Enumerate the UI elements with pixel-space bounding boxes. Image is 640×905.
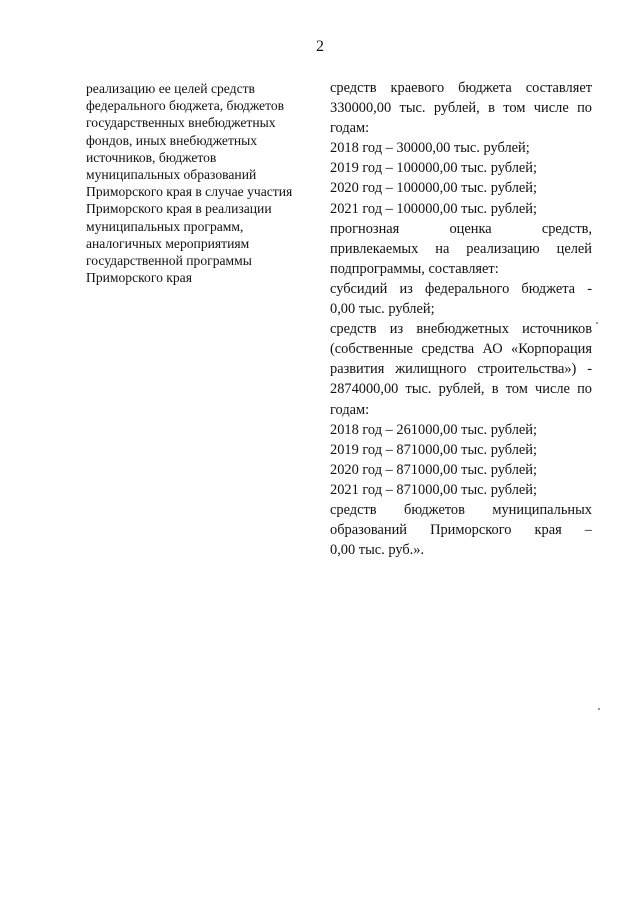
right-column-line: развития жилищного строительства») -: [330, 361, 592, 378]
right-column-line: образований Приморского края –: [330, 522, 592, 539]
left-column-line: реализацию ее целей средств: [86, 81, 255, 96]
right-column-line: 2019 год – 871000,00 тыс. рублей;: [330, 441, 537, 458]
right-column-line: годам:: [330, 401, 370, 418]
page-number: 2: [316, 38, 324, 55]
left-column-text: [86, 80, 308, 286]
scan-speck: [598, 708, 600, 710]
right-column-line: 2020 год – 100000,00 тыс. рублей;: [330, 180, 537, 197]
right-column-line: привлекаемых на реализацию целей: [330, 240, 592, 257]
left-column-line: источников, бюджетов: [86, 149, 217, 165]
right-column-line: 2018 год – 261000,00 тыс. рублей;: [330, 421, 537, 438]
right-column-line: средств бюджетов муниципальных: [330, 501, 592, 518]
right-column-line: 2019 год – 100000,00 тыс. рублей;: [330, 160, 537, 177]
scan-speck: [596, 322, 598, 324]
right-column-line: средств из внебюджетных источников: [330, 321, 592, 338]
left-column-line: аналогичных мероприятиям: [86, 235, 250, 251]
right-column-line: средств краевого бюджета составляет: [330, 80, 592, 96]
left-column-line: государственной программы: [86, 253, 252, 269]
right-column-line: прогнозная оценка средств,: [330, 220, 592, 237]
left-column-line: фондов, иных внебюджетных: [86, 132, 258, 148]
right-column-text: [330, 78, 592, 560]
right-column-line: 0,00 тыс. рублей;: [330, 301, 435, 318]
right-column-line: 2021 год – 100000,00 тыс. рублей;: [330, 200, 537, 217]
right-column-line: 2018 год – 30000,00 тыс. рублей;: [330, 140, 530, 157]
left-column-line: Приморского края: [86, 270, 192, 286]
right-column-line: 2874000,00 тыс. рублей, в том числе по: [330, 381, 592, 398]
right-column-line: 0,00 тыс. руб.».: [330, 542, 425, 559]
right-column-line: (собственные средства АО «Корпорация: [330, 341, 592, 358]
left-column-line: Приморского края в реализации: [86, 201, 272, 217]
left-column-line: муниципальных программ,: [86, 218, 244, 234]
right-column-line: субсидий из федерального бюджета -: [330, 280, 592, 297]
right-column-line: 330000,00 тыс. рублей, в том числе по: [330, 100, 592, 117]
left-column-line: Приморского края в случае участия: [86, 184, 293, 200]
right-column-line: годам:: [330, 120, 370, 137]
right-column-line: 2021 год – 871000,00 тыс. рублей;: [330, 481, 537, 498]
left-column-line: муниципальных образований: [86, 167, 257, 183]
right-column-line: 2020 год – 871000,00 тыс. рублей;: [330, 461, 537, 478]
left-column-line: федерального бюджета, бюджетов: [86, 98, 285, 114]
right-column-line: подпрограммы, составляет:: [330, 260, 499, 277]
left-column-line: государственных внебюджетных: [86, 115, 276, 131]
